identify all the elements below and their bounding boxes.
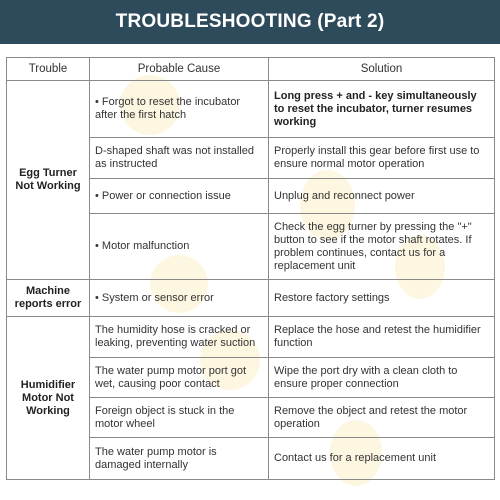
title-banner: [0, 0, 500, 44]
cause-cell: The humidity hose is cracked or leaking, preventing water suction: [90, 317, 269, 358]
cause-cell: Foreign object is stuck in the motor wheel: [90, 398, 269, 438]
page-title: TROUBLESHOOTING (Part 2): [115, 11, 385, 32]
troubleshooting-table: [6, 57, 495, 480]
solution-cell: Wipe the port dry with a clean cloth to ensure proper connection: [269, 358, 495, 398]
cause-cell: • System or sensor error: [90, 280, 269, 317]
header-probable-cause: Probable Cause: [90, 58, 269, 81]
trouble-humidifier-motor: Humidifier Motor Not Working: [7, 317, 90, 480]
solution-cell: Restore factory settings: [269, 280, 495, 317]
trouble-machine-error: Machine reports error: [7, 280, 90, 317]
cause-cell: • Motor malfunction: [90, 214, 269, 280]
cause-cell: • Forgot to reset the incubator after the first hatch: [90, 81, 269, 138]
table-row: [7, 280, 495, 317]
solution-cell: Unplug and reconnect power: [269, 179, 495, 214]
cause-cell: D-shaped shaft was not installed as instructed: [90, 138, 269, 179]
cause-cell: • Power or connection issue: [90, 179, 269, 214]
trouble-egg-turner: Egg Turner Not Working: [7, 81, 90, 280]
header-solution: Solution: [269, 58, 495, 81]
solution-cell: Remove the object and retest the motor operation: [269, 398, 495, 438]
cause-cell: The water pump motor is damaged internally: [90, 438, 269, 480]
table-row: [7, 81, 495, 138]
solution-cell: Check the egg turner by pressing the "+" button to see if the motor shaft rotates. If problem continues, contact us for a replacement unit: [269, 214, 495, 280]
table-row: [7, 317, 495, 358]
solution-cell: Long press + and - key simultaneously to reset the incubator, turner resumes working: [269, 81, 495, 138]
cause-cell: The water pump motor port got wet, causing poor contact: [90, 358, 269, 398]
header-trouble: Trouble: [7, 58, 90, 81]
solution-cell: Contact us for a replacement unit: [269, 438, 495, 480]
solution-cell: Properly install this gear before first use to ensure normal motor operation: [269, 138, 495, 179]
table-header-row: [7, 58, 495, 81]
solution-cell: Replace the hose and retest the humidifier function: [269, 317, 495, 358]
